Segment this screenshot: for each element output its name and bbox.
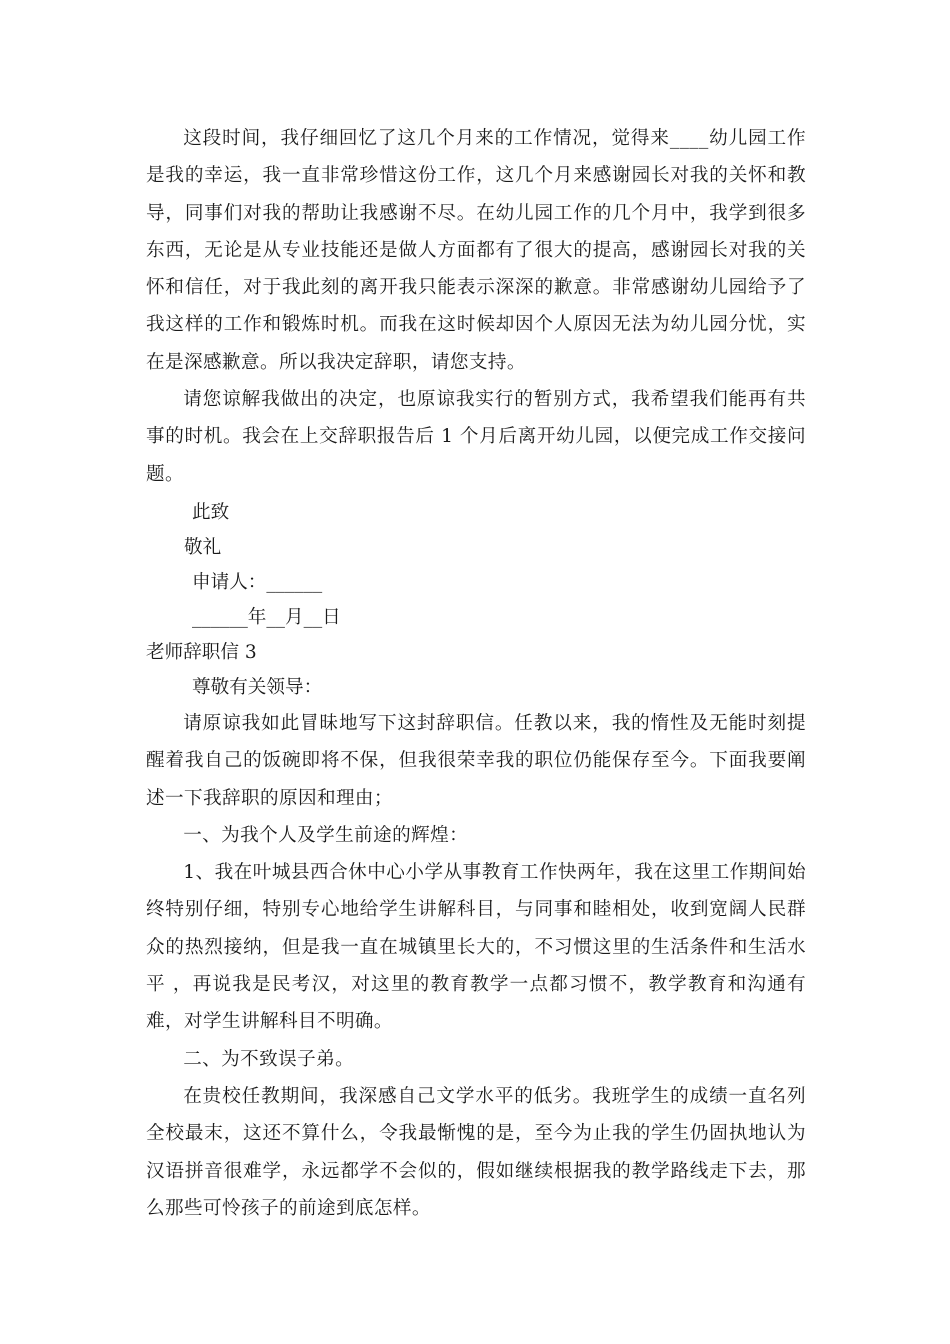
closing-greeting: 此致 [192, 501, 230, 523]
closing-salute: 敬礼 [184, 536, 222, 558]
paragraph: 1、我在叶城县西合休中心小学从事教育工作快两年，我在这里工作期间始终特别仔细，特别专心地给学生讲解科目，与同事和睦相处，收到宽阔人民群众的热烈接纳，但是我一直在城镇里长大的，不习惯这里的生活条件和生活水平 ，再说我是民考汉，对这里的教育教学一点都习惯不，教学教育和沟通有难，对学生讲解科目不明确。 [146, 862, 806, 1033]
paragraph: 这段时间，我仔细回忆了这几个月来的工作情况，觉得来____幼儿园工作是我的幸运，我一直非常珍惜这份工作，这几个月来感谢园长对我的关怀和教导，同事们对我的帮助让我感谢不尽。在幼儿园工作的几个月中，我学到很多东西，无论是从专业技能还是做人方面都有了很大的提高，感谢园长对我的关怀和信任，对于我此刻的离开我只能表示深深的歉意。非常感谢幼儿园给予了我这样的工作和锻炼时机。而我在这时候却因个人原因无法为幼儿园分忧，实在是深感歉意。所以我决定辞职，请您支持。 [146, 128, 806, 373]
salutation: 尊敬有关领导： [192, 676, 323, 698]
letter-body [146, 120, 806, 1227]
paragraph: 一、为我个人及学生前途的辉煌： [183, 824, 469, 846]
date-line: ______年__月__日 [192, 606, 341, 628]
paragraph: 请原谅我如此冒昧地写下这封辞职信。任教以来，我的惰性及无能时刻提醒着我自己的饭碗即将不保，但我很荣幸我的职位仍能保存至今。下面我要阐述一下我辞职的原因和理由； [146, 712, 806, 809]
paragraph: 在贵校任教期间，我深感自己文学水平的低劣。我班学生的成绩一直名列全校最末，这还不算什么，令我最惭愧的是，至今为止我的学生仍固执地认为汉语拼音很难学，永远都学不会似的，假如继续根据我的教学路线走下去，那么那些可怜孩子的前途到底怎样。 [146, 1085, 806, 1219]
paragraph: 二、为不致误子弟。 [183, 1048, 355, 1070]
applicant-signature: 申请人：______ [192, 571, 323, 593]
section-title: 老师辞职信 3 [146, 641, 257, 663]
paragraph: 请您谅解我做出的决定，也原谅我实行的暂别方式，我希望我们能再有共事的时机。我会在上交辞职报告后 1 个月后离开幼儿园，以便完成工作交接问题。 [146, 389, 806, 485]
